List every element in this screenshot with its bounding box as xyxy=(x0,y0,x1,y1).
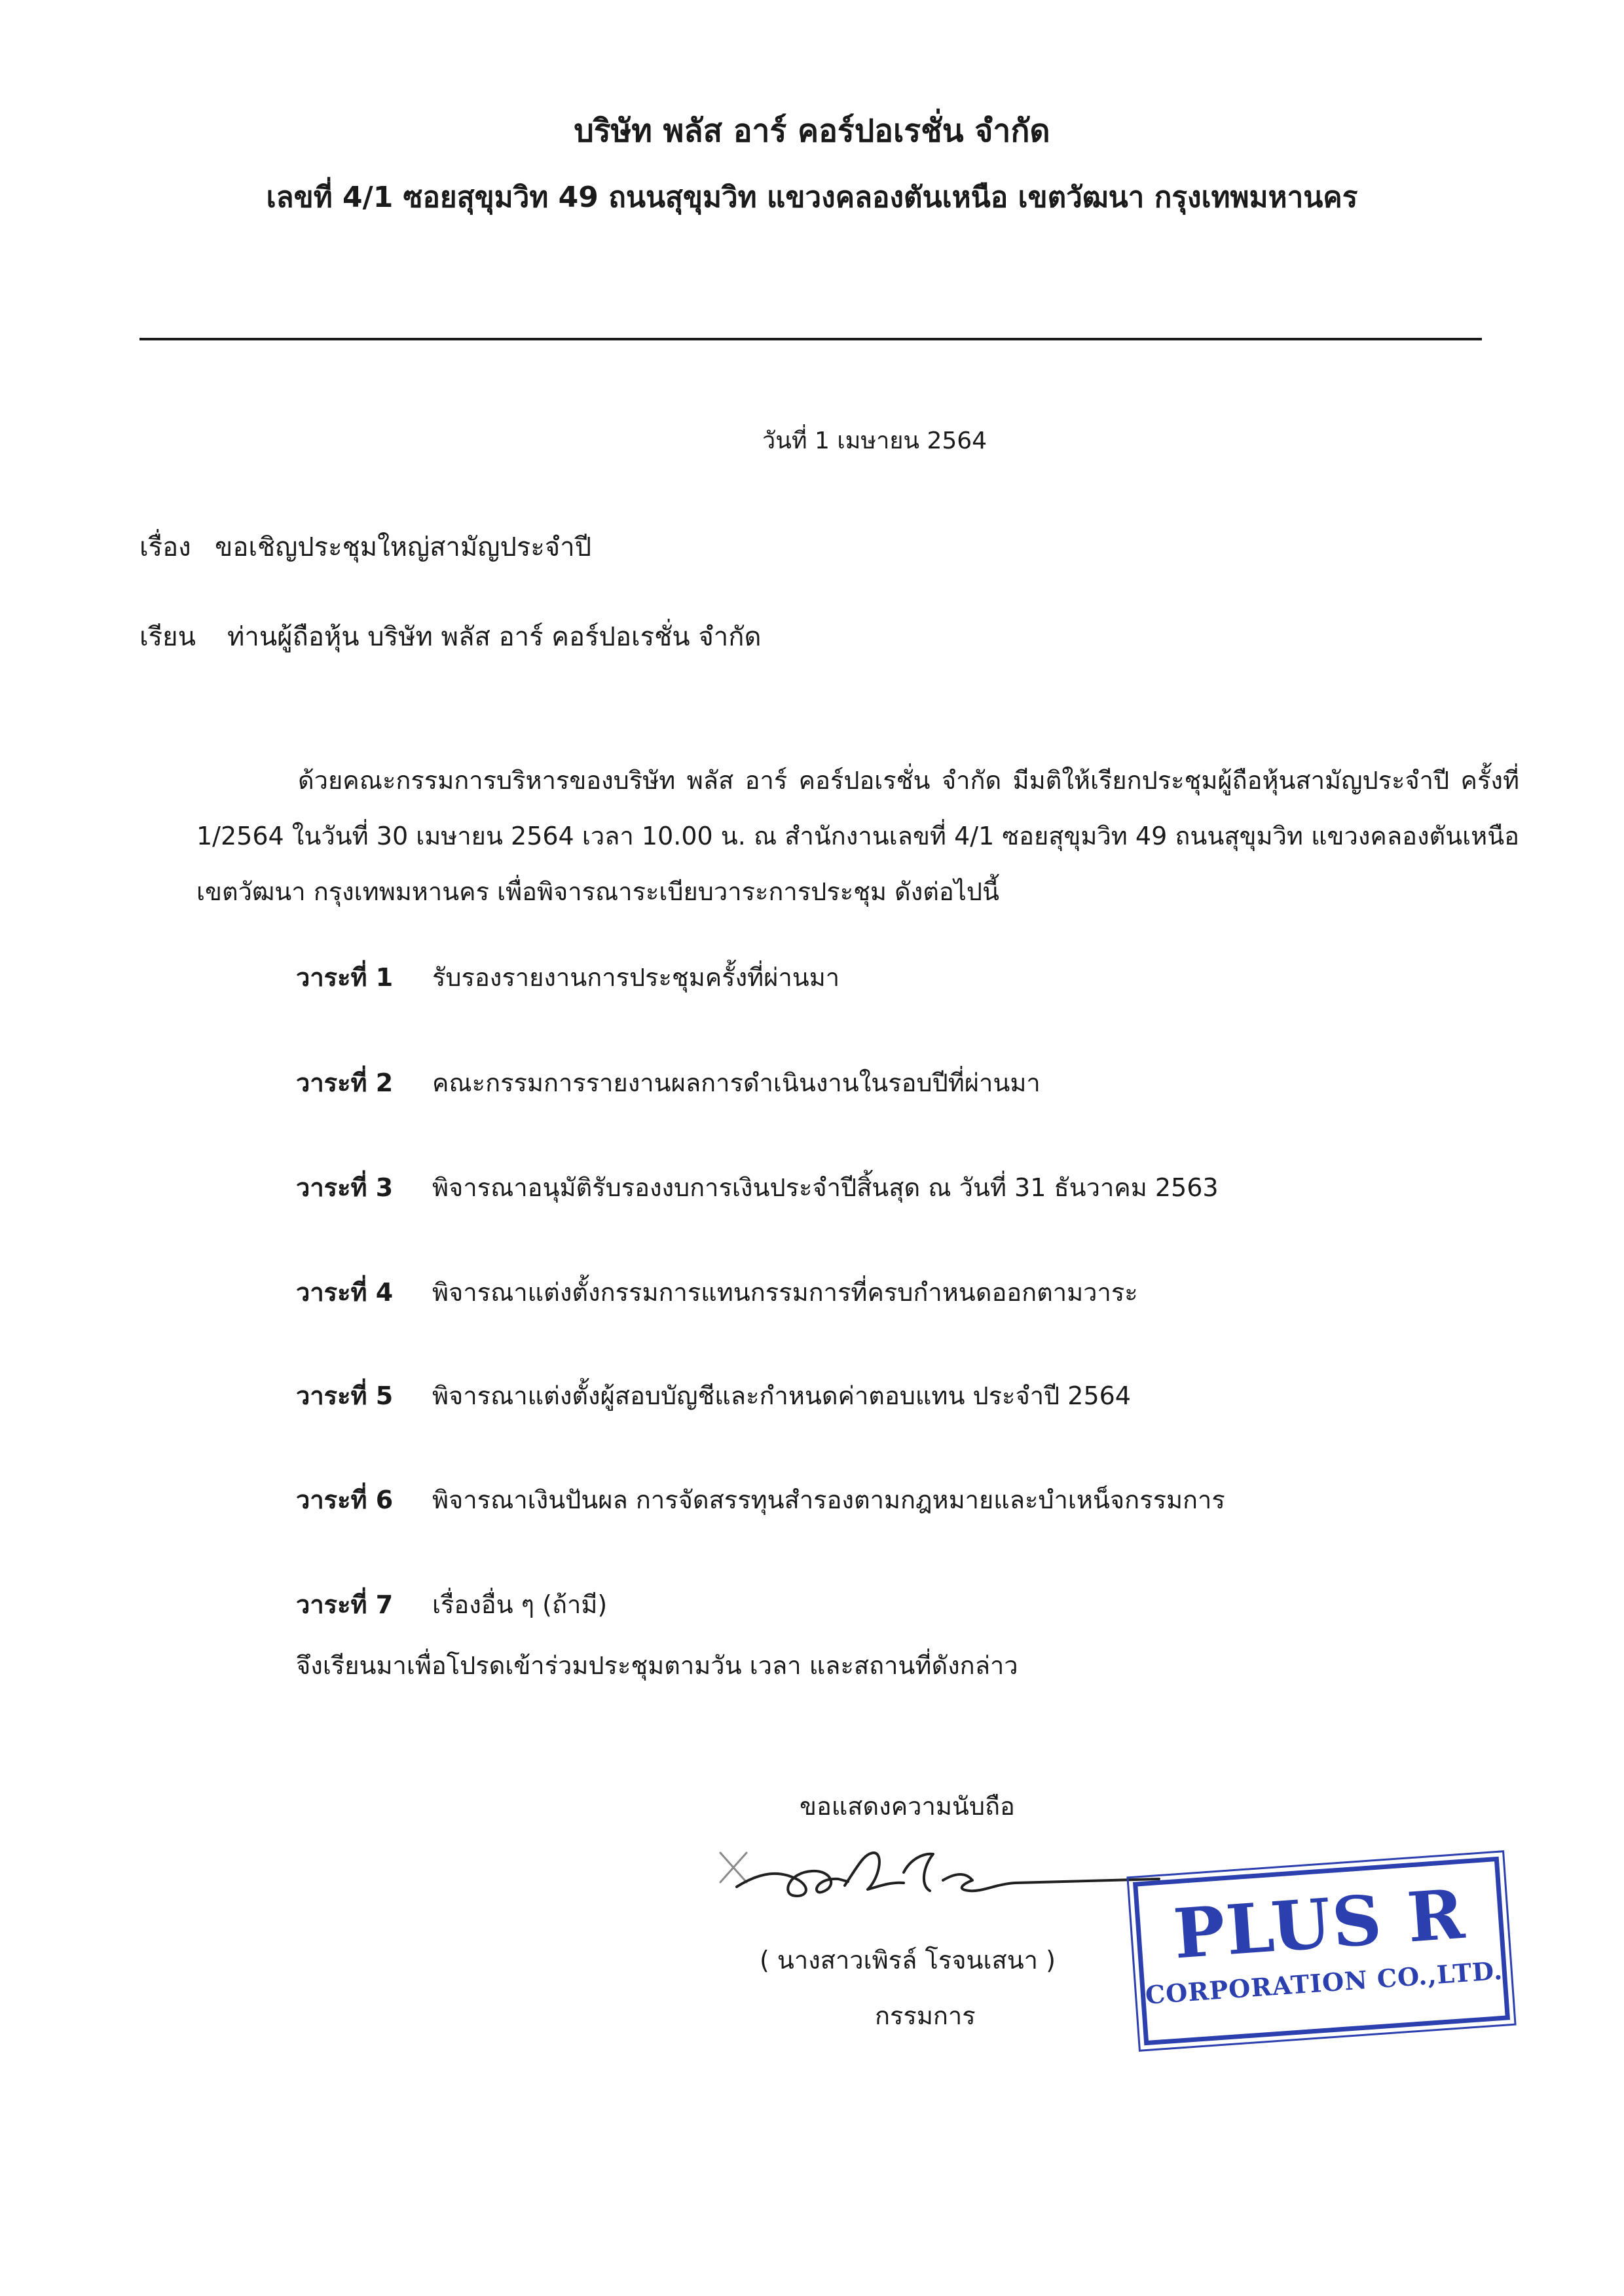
body-text: ด้วยคณะกรรมการบริหารของบริษัท พลัส อาร์ คอร์ปอเรชั่น จำกัด มีมติให้เรียกประชุมผู้ถือหุ้นสามัญประจำปี ครั้งที่ 1/2564 ในวันที่ 30 เมษายน 2564 เวลา 10.00 น. ณ สำนักงานเลขที่ 4/1 ซอยสุขุมวิท 49 ถนนสุขุมวิท แขวงคลองตันเหนือ เขตวัฒนา กรุงเทพมหานคร เพื่อพิจารณาระเบียบวาระการประชุม ดังต่อไปนี้ xyxy=(196,766,1519,906)
signer-title: กรรมการ xyxy=(875,2001,976,2030)
agenda-label: วาระที่ 2 xyxy=(296,1068,394,1097)
agenda-item-3 xyxy=(296,1167,1219,1207)
signature xyxy=(707,1827,1166,1944)
closing-regards: ขอแสดงความนับถือ xyxy=(800,1792,1015,1821)
company-stamp xyxy=(1133,1857,1510,2045)
recipient-text: ท่านผู้ถือหุ้น บริษัท พลัส อาร์ คอร์ปอเรชั่น จำกัด xyxy=(227,622,762,652)
agenda-text: พิจารณาแต่งตั้งกรรมการแทนกรรมการที่ครบกำหนดออกตามวาระ xyxy=(432,1278,1138,1307)
agenda-text: คณะกรรมการรายงานผลการดำเนินงานในรอบปีที่ผ่านมา xyxy=(432,1068,1041,1097)
agenda-item-6 xyxy=(296,1480,1225,1520)
agenda-item-5 xyxy=(296,1376,1131,1415)
company-address: เลขที่ 4/1 ซอยสุขุมวิท 49 ถนนสุขุมวิท แขวงคลองตันเหนือ เขตวัฒนา กรุงเทพมหานคร xyxy=(266,181,1358,214)
agenda-text: พิจารณาเงินปันผล การจัดสรรทุนสำรองตามกฎหมายและบำเหน็จกรรมการ xyxy=(432,1485,1225,1514)
company-name: บริษัท พลัส อาร์ คอร์ปอเรชั่น จำกัด xyxy=(574,113,1050,149)
letter-date: วันที่ 1 เมษายน 2564 xyxy=(762,428,987,454)
agenda-item-4 xyxy=(296,1272,1138,1312)
agenda-item-1 xyxy=(296,957,840,997)
body-paragraph xyxy=(196,753,1519,920)
agenda-text: พิจารณาแต่งตั้งผู้สอบบัญชีและกำหนดค่าตอบแทน ประจำปี 2564 xyxy=(432,1381,1131,1410)
agenda-label: วาระที่ 7 xyxy=(296,1590,394,1619)
agenda-text: รับรองรายงานการประชุมครั้งที่ผ่านมา xyxy=(432,963,840,992)
agenda-text: พิจารณาอนุมัติรับรองงบการเงินประจำปีสิ้นสุด ณ วันที่ 31 ธันวาคม 2563 xyxy=(432,1173,1219,1202)
signer-name: ( นางสาวเพิรล์ โรจนเสนา ) xyxy=(760,1946,1056,1975)
agenda-label: วาระที่ 6 xyxy=(296,1485,394,1514)
agenda-label: วาระที่ 1 xyxy=(296,963,394,992)
agenda-item-7 xyxy=(296,1584,607,1624)
agenda-label: วาระที่ 4 xyxy=(296,1278,394,1307)
stamp-main-text: PLUS R xyxy=(1171,1873,1468,1975)
closing-invitation: จึงเรียนมาเพื่อโปรดเข้าร่วมประชุมตามวัน เวลา และสถานที่ดังกล่าว xyxy=(296,1651,1018,1680)
agenda-item-2 xyxy=(296,1063,1041,1102)
subject-label: เรื่อง xyxy=(139,532,191,562)
agenda-label: วาระที่ 3 xyxy=(296,1173,394,1202)
recipient-label: เรียน xyxy=(139,622,196,652)
stamp-sub-text: CORPORATION CO.,LTD. xyxy=(1144,1955,1504,2010)
agenda-text: เรื่องอื่น ๆ (ถ้ามี) xyxy=(432,1590,608,1619)
agenda-label: วาระที่ 5 xyxy=(296,1381,394,1410)
subject-text: ขอเชิญประชุมใหญ่สามัญประจำปี xyxy=(215,532,592,562)
header-divider xyxy=(139,338,1482,340)
